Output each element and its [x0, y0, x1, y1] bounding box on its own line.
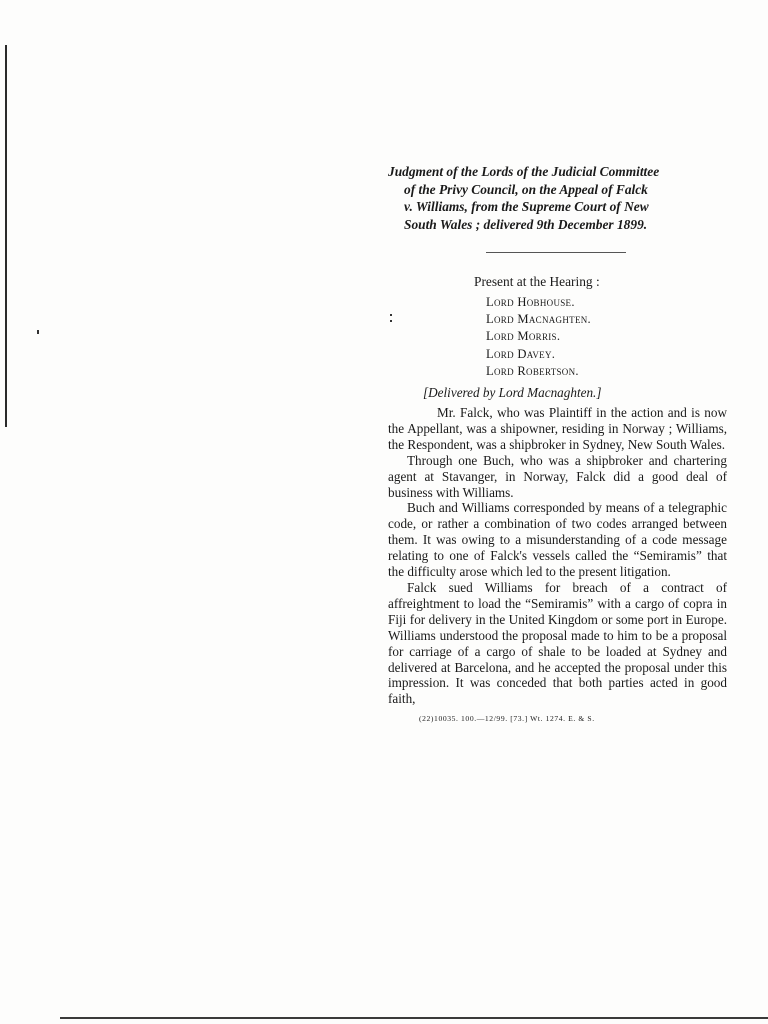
scan-edge-bottom: [60, 1017, 768, 1019]
delivered-by: [Delivered by Lord Macnaghten.]: [423, 385, 602, 401]
lord-item: Lord Hobhouse.: [486, 295, 575, 309]
judgment-title: [388, 163, 727, 233]
judgment-body: [388, 405, 727, 707]
lord-item: Lord Robertson.: [486, 363, 579, 378]
title-line-4: South Wales ; delivered 9th December 1899.: [404, 216, 648, 232]
printer-imprint: (22)10035. 100.—12/99. [73.] Wt. 1274. E. & S.: [419, 714, 595, 724]
scan-speck: [37, 330, 39, 334]
judgment-column: [388, 163, 727, 723]
lord-item: Lord Macnaghten.: [486, 312, 591, 327]
scan-edge-left: [5, 45, 7, 427]
title-line-2: of the Privy Council, on the Appeal of Falck: [404, 181, 648, 197]
title-line-1: Judgment of the Lords of the Judicial Committee: [388, 164, 660, 179]
lord-item: Lord Morris.: [486, 329, 561, 344]
paragraph: Through one Buch, who was a shipbroker and chartering agent at Stavanger, in Norway, Falck did a good deal of business with Williams.: [388, 452, 727, 500]
paragraph: Mr. Falck, who was Plaintiff in the action and is now the Appellant, was a shipowner, residing in Norway ; Williams, the Respondent, was a shipbroker in Sydney, New South Wales.: [388, 405, 727, 452]
present-heading: Present at the Hearing :: [474, 274, 600, 289]
lords-list: [486, 294, 727, 380]
title-divider: [486, 252, 626, 253]
lord-item: Lord Davey.: [486, 346, 556, 361]
paragraph: Falck sued Williams for breach of a contract of affreightment to load the “Semiramis” with a cargo of copra in Fiji for delivery in the United Kingdom or some port in Europe. Williams understood the proposal made to him to be a proposal for carriage of a cargo of shale to be loaded at Sydney and delivered at Barcelona, and he accepted the proposal under this impression. It was conceded that both parties acted in good faith,: [388, 579, 727, 707]
paragraph: Buch and Williams corresponded by means of a telegraphic code, or rather a combination of two codes arranged between them. It was owing to a misunderstanding of a code message relating to one of Falck's vessels called the “Semiramis” that the difficulty arose which led to the present litigation.: [388, 500, 727, 580]
title-line-3: v. Williams, from the Supreme Court of New: [404, 199, 649, 214]
